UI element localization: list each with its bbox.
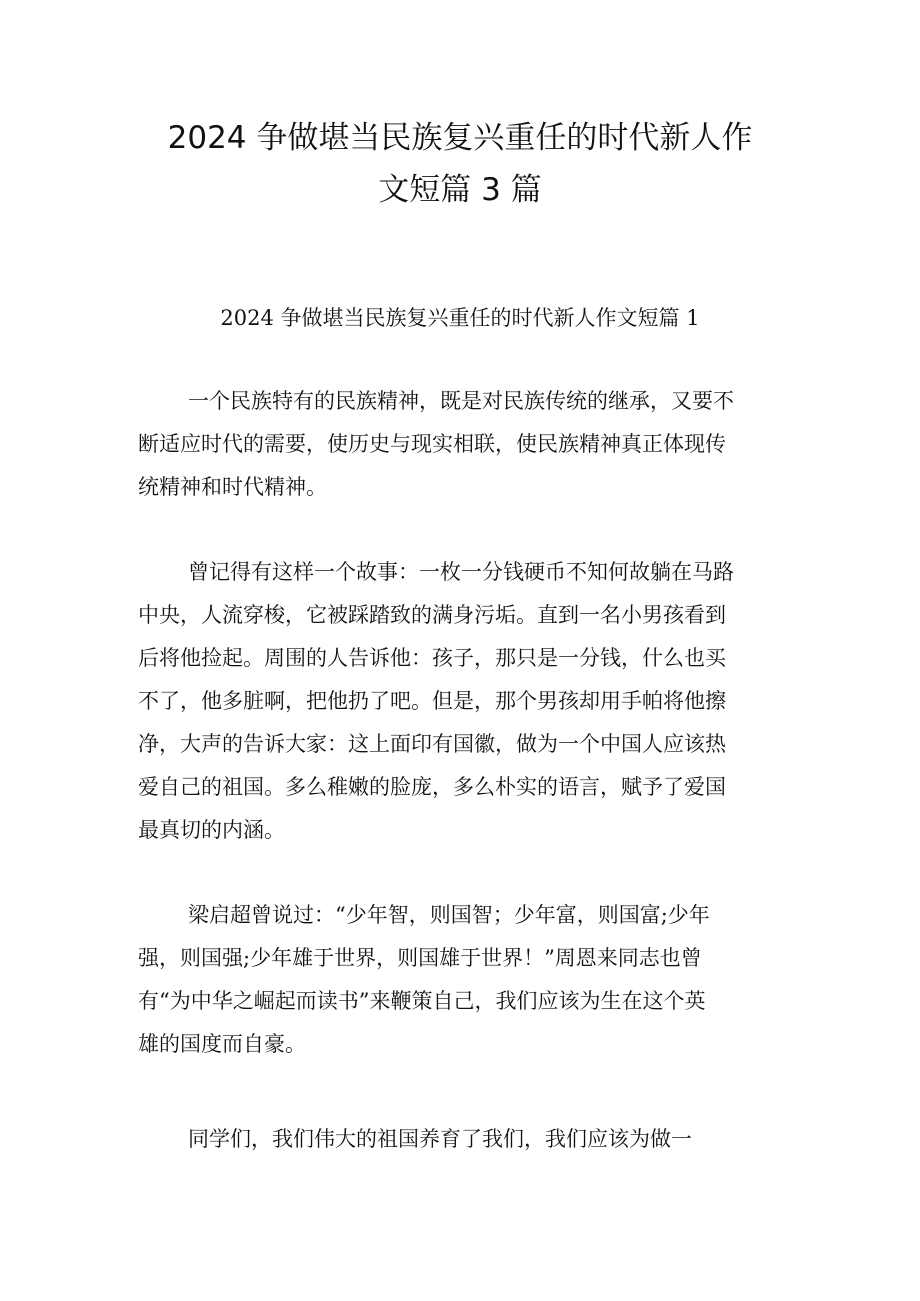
paragraph	[138, 894, 786, 1066]
paragraph-line: 断适应时代的需要，使历史与现实相联，使民族精神真正体现传	[138, 432, 726, 456]
paragraph	[138, 1118, 786, 1161]
paragraph	[138, 551, 786, 852]
paragraph-line: 后将他捡起。周围的人告诉他：孩子，那只是一分钱，什么也买	[138, 646, 726, 670]
document-title	[120, 112, 800, 216]
section-heading: 2024 争做堪当民族复兴重任的时代新人作文短篇 1	[220, 306, 700, 330]
paragraph-line: 曾记得有这样一个故事：一枚一分钱硬币不知何故躺在马路	[188, 560, 734, 584]
paragraph-line: 强，则国强;少年雄于世界，则国雄于世界！”周恩来同志也曾	[138, 946, 702, 970]
paragraph-line: 有“为中华之崛起而读书”来鞭策自己，我们应该为生在这个英	[138, 989, 706, 1013]
paragraph-line: 同学们，我们伟大的祖国养育了我们，我们应该为做一	[188, 1127, 692, 1151]
paragraph-line: 不了，他多脏啊，把他扔了吧。但是，那个男孩却用手帕将他擦	[138, 689, 726, 713]
paragraph-line: 雄的国度而自豪。	[138, 1032, 306, 1056]
paragraph-line: 净，大声的告诉大家：这上面印有国徽，做为一个中国人应该热	[138, 732, 726, 756]
document-title-line: 文短篇 3 篇	[378, 172, 542, 208]
paragraph-line: 最真切的内涵。	[138, 818, 285, 842]
paragraph	[138, 380, 786, 509]
document-title-line: 2024 争做堪当民族复兴重任的时代新人作	[167, 120, 753, 156]
paragraph-line: 一个民族特有的民族精神，既是对民族传统的继承，又要不	[188, 389, 734, 413]
paragraph-line: 统精神和时代精神。	[138, 475, 327, 499]
paragraph-line: 中央，人流穿梭，它被踩踏致的满身污垢。直到一名小男孩看到	[138, 603, 726, 627]
paragraph-line: 爱自己的祖国。多么稚嫩的脸庞，多么朴实的语言，赋予了爱国	[138, 775, 726, 799]
paragraph-line: 梁启超曾说过：“少年智，则国智；少年富，则国富;少年	[188, 903, 710, 927]
